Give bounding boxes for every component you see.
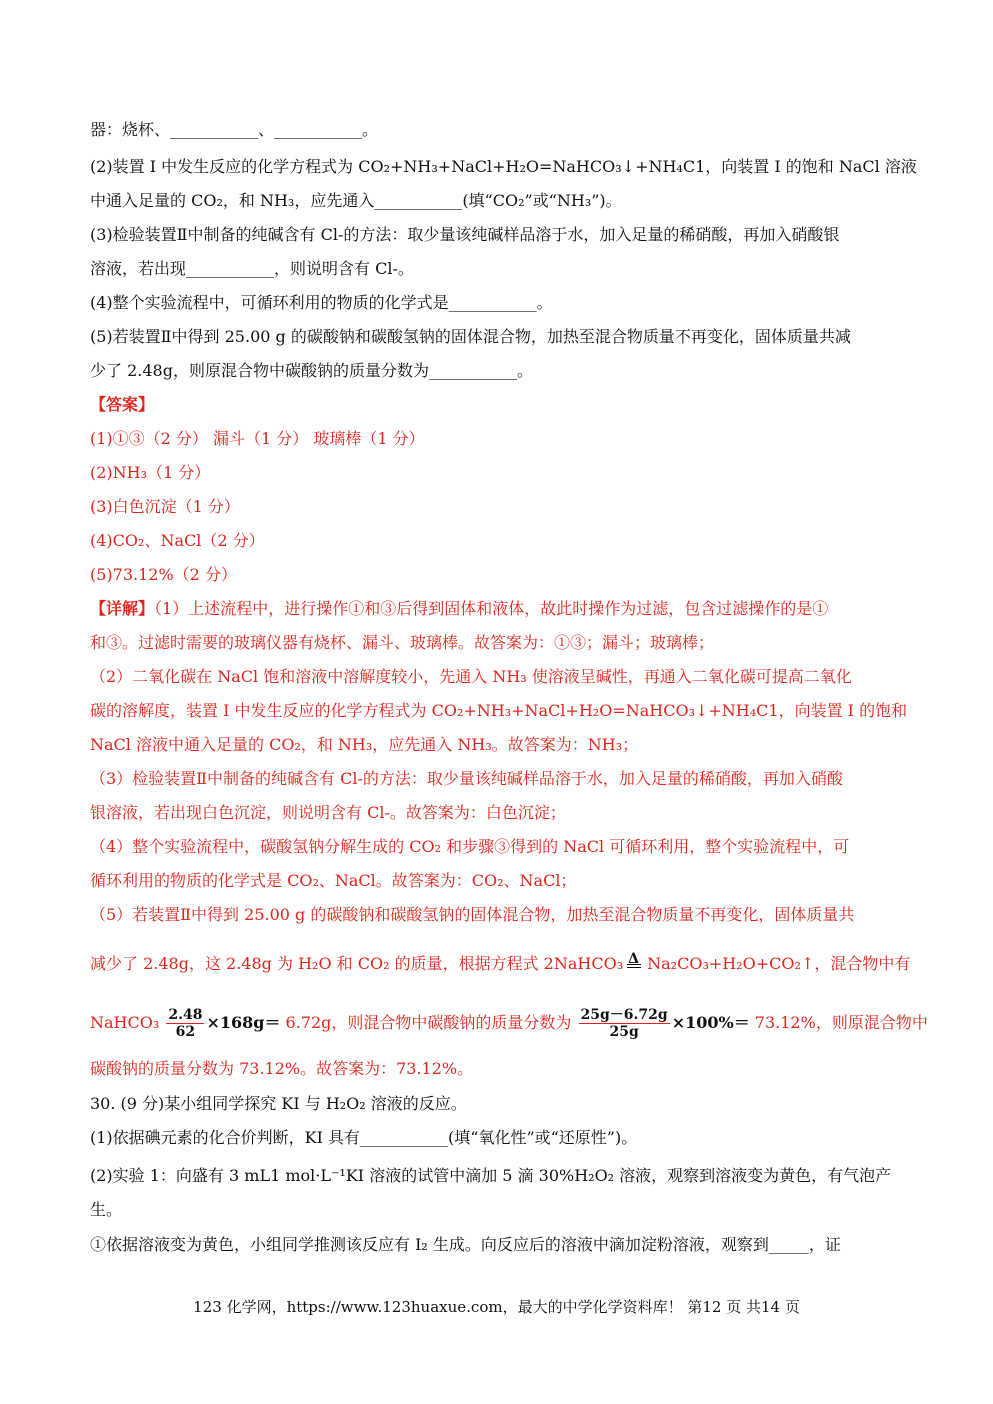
question-30-line: (1)依据碘元素的化合价判断，KI 具有___________(填“氧化性”或“还原性”)。 xyxy=(90,1128,638,1147)
answer-line: (1)①③（2 分） 漏斗（1 分） 玻璃棒（1 分） xyxy=(90,429,425,448)
question-line: 中通入足量的 CO₂，和 NH₃，应先通入___________(填“CO₂”或“NH₃”)。 xyxy=(90,191,622,210)
detail-line: （5）若装置Ⅱ中得到 25.00 g 的碳酸钠和碳酸氢钠的固体混合物，加热至混合物质量不再变化，固体质量共 xyxy=(90,905,855,924)
question-line: (4)整个实验流程中，可循环利用的物质的化学式是___________。 xyxy=(90,293,553,312)
detail-line: 和③。过滤时需要的玻璃仪器有烧杯、漏斗、玻璃棒。故答案为：①③；漏斗；玻璃棒； xyxy=(90,633,715,652)
question-line: (3)检验装置Ⅱ中制备的纯碱含有 Cl-的方法：取少量该纯碱样品溶于水，加入足量的稀硝酸，再加入硝酸银 xyxy=(90,225,840,244)
calc-text: ×100%＝ xyxy=(671,1013,750,1032)
answer-label: 【答案】 xyxy=(90,395,155,414)
question-line: (2)装置 I 中发生反应的化学方程式为 CO₂+NH₃+NaCl+H₂O=NaHCO₃↓+NH₄C1，向装置 I 的饱和 NaCl 溶液 xyxy=(90,157,917,176)
fraction: $\frac{2.48}{62}$ xyxy=(168,1007,203,1040)
detail-label: 【详解】 xyxy=(90,599,155,618)
calc-line-end: 碳酸钠的质量分数为 73.12%。故答案为：73.12%。 xyxy=(90,1059,474,1078)
question-line: 少了 2.48g，则原混合物中碳酸钠的质量分数为___________。 xyxy=(90,361,533,380)
heat-symbol-icon: Δ xyxy=(627,949,643,969)
calc-line-equation xyxy=(90,949,910,976)
answer-line: (2)NH₃（1 分） xyxy=(90,463,211,482)
detail-line: （2）二氧化碳在 NaCl 饱和溶液中溶解度较小，先通入 NH₃ 使溶液呈碱性，再通入二氧化碳可提高二氧化 xyxy=(90,667,852,686)
question-line: 溶液，若出现___________，则说明含有 Cl-。 xyxy=(90,259,414,278)
answer-line: (4)CO₂、NaCl（2 分） xyxy=(90,531,265,550)
calc-text: 6.72g，则混合物中碳酸钠的质量分数为 xyxy=(280,1013,572,1032)
calc-text: ×168g＝ xyxy=(206,1013,281,1032)
question-30-line: 30. (9 分)某小组同学探究 KI 与 H₂O₂ 溶液的反应。 xyxy=(90,1094,467,1113)
question-30-line: 生。 xyxy=(90,1200,123,1219)
fraction: $\frac{25g-6.72g}{25g}$ xyxy=(580,1007,668,1040)
question-30-line: ①依据溶液变为黄色，小组同学推测该反应有 I₂ 生成。向反应后的溶液中滴加淀粉溶液，观察到_____，证 xyxy=(90,1235,841,1254)
detail-text: （1）上述流程中，进行操作①和③后得到固体和液体，故此时操作为过滤，包含过滤操作的是① xyxy=(154,599,829,618)
answer-line: (5)73.12%（2 分） xyxy=(90,565,237,584)
question-30-line: (2)实验 1：向盛有 3 mL1 mol·L⁻¹KI 溶液的试管中滴加 5 滴 30%H₂O₂ 溶液，观察到溶液变为黄色，有气泡产 xyxy=(90,1166,892,1185)
calc-text: 减少了 2.48g，这 2.48g 为 H₂O 和 CO₂ 的质量，根据方程式 2NaHCO₃ xyxy=(90,954,624,973)
detail-line xyxy=(90,597,828,621)
calc-text: NaHCO₃ xyxy=(90,1013,160,1032)
page-footer: 123 化学网，https://www.123huaxue.com，最大的中学化学资料库！ 第12 页 共14 页 xyxy=(193,1298,800,1316)
detail-line: NaCl 溶液中通入足量的 CO₂，和 NH₃，应先通入 NH₃。故答案为：NH₃； xyxy=(90,735,639,754)
calc-text: 73.12%，则原混合物中 xyxy=(749,1013,928,1032)
detail-line: （3）检验装置Ⅱ中制备的纯碱含有 Cl-的方法：取少量该纯碱样品溶于水，加入足量的稀硝酸，再加入硝酸 xyxy=(90,769,843,788)
calc-text: Na₂CO₃+H₂O+CO₂↑，混合物中有 xyxy=(647,954,911,973)
detail-line: 银溶液，若出现白色沉淀，则说明含有 Cl-。故答案为：白色沉淀； xyxy=(90,803,566,822)
question-line: (5)若装置Ⅱ中得到 25.00 g 的碳酸钠和碳酸氢钠的固体混合物，加热至混合物质量不再变化，固体质量共减 xyxy=(90,327,851,346)
detail-line: 碳的溶解度，装置 I 中发生反应的化学方程式为 CO₂+NH₃+NaCl+H₂O=NaHCO₃↓+NH₄C1，向装置 I 的饱和 xyxy=(90,701,908,720)
question-line: 器：烧杯、___________、___________。 xyxy=(90,120,379,139)
detail-line: 循环利用的物质的化学式是 CO₂、NaCl。故答案为：CO₂、NaCl； xyxy=(90,871,577,890)
answer-line: (3)白色沉淀（1 分） xyxy=(90,497,240,516)
detail-line: （4）整个实验流程中，碳酸氢钠分解生成的 CO₂ 和步骤③得到的 NaCl 可循环利用，整个实验流程中，可 xyxy=(90,837,850,856)
calc-line-fraction xyxy=(90,1003,928,1043)
